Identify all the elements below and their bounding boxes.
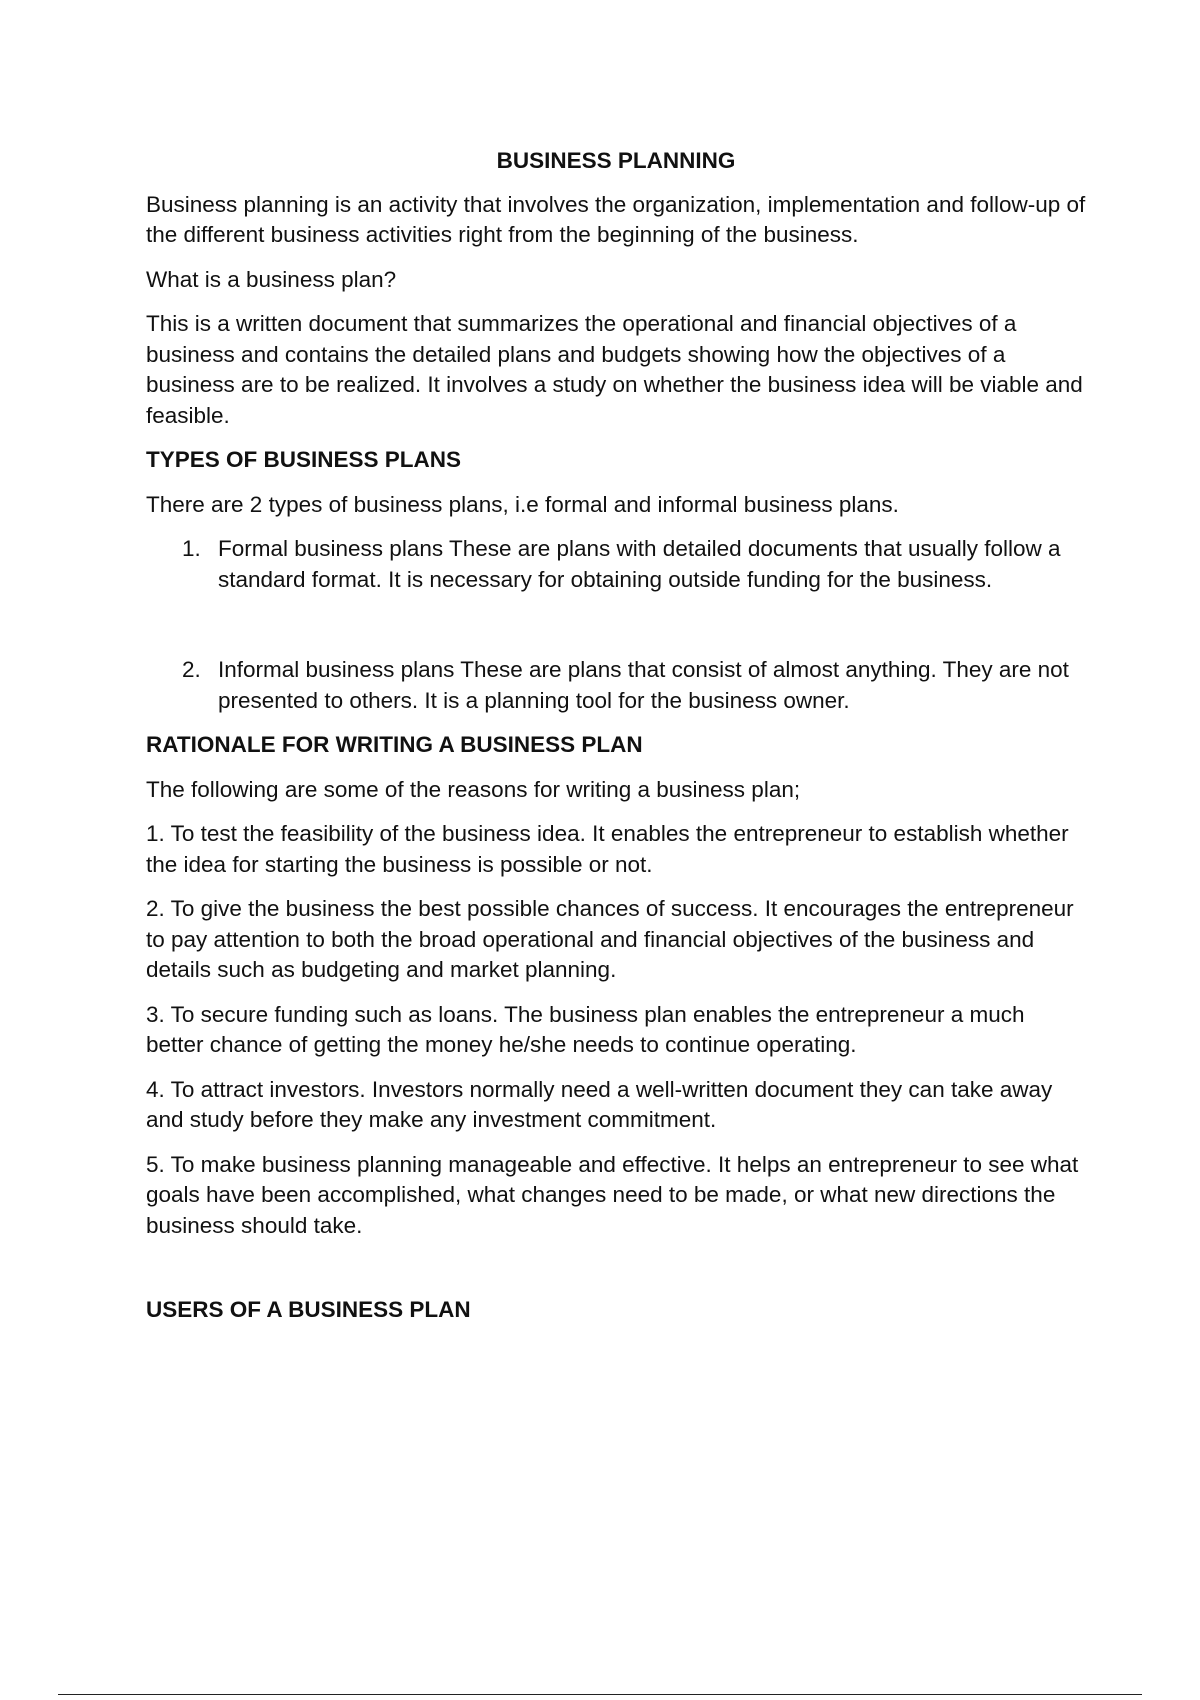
rationale-item: 3. To secure funding such as loans. The business plan enables the entrepreneur a much better chance of getting the money he/she needs to continue operating. bbox=[146, 1001, 1025, 1057]
page-bottom-divider bbox=[58, 1694, 1142, 1695]
document-page bbox=[146, 146, 1086, 1340]
types-list-item bbox=[146, 655, 1086, 716]
rationale-item: 4. To attract investors. Investors normally need a well-written document they can take away and study before they make any investment commitment. bbox=[146, 1076, 1053, 1132]
rationale-item: 2. To give the business the best possible chances of success. It encourages the entrepreneur to pay attention to both the broad operational and financial objectives of the business and details such as budgeting and market planning. bbox=[146, 896, 1074, 982]
rationale-heading: RATIONALE FOR WRITING A BUSINESS PLAN bbox=[146, 732, 643, 757]
rationale-intro-paragraph: The following are some of the reasons for writing a business plan; bbox=[146, 776, 801, 802]
definition-paragraph: This is a written document that summarizes the operational and financial objectives of a business and contains the detailed plans and budgets showing how the objectives of a business are to be realized. It involves a study on whether the business idea will be viable and feasible. bbox=[146, 311, 1083, 428]
rationale-item: 1. To test the feasibility of the business idea. It enables the entrepreneur to establish whether the idea for starting the business is possible or not. bbox=[146, 821, 1069, 877]
types-list bbox=[146, 534, 1086, 716]
page-title: BUSINESS PLANNING bbox=[496, 148, 736, 173]
list-number: 1. bbox=[182, 536, 201, 561]
list-item-text: Informal business plans These are plans that consist of almost anything. They are not presented to others. It is a planning tool for the business owner. bbox=[218, 657, 1069, 713]
question-paragraph: What is a business plan? bbox=[146, 266, 397, 292]
intro-paragraph: Business planning is an activity that involves the organization, implementation and follow-up of the different business activities right from the beginning of the business. bbox=[146, 191, 1086, 247]
types-list-item bbox=[146, 534, 1086, 595]
types-intro-paragraph: There are 2 types of business plans, i.e formal and informal business plans. bbox=[146, 491, 899, 517]
types-heading: TYPES OF BUSINESS PLANS bbox=[146, 447, 462, 472]
list-number: 2. bbox=[182, 657, 201, 682]
users-heading: USERS OF A BUSINESS PLAN bbox=[146, 1297, 471, 1322]
spacer bbox=[146, 1255, 1086, 1295]
rationale-item: 5. To make business planning manageable and effective. It helps an entrepreneur to see what goals have been accomplished, what changes need to be made, or what new directions the business should take. bbox=[146, 1151, 1079, 1238]
list-item-text: Formal business plans These are plans with detailed documents that usually follow a standard format. It is necessary for obtaining outside funding for the business. bbox=[218, 536, 1061, 592]
